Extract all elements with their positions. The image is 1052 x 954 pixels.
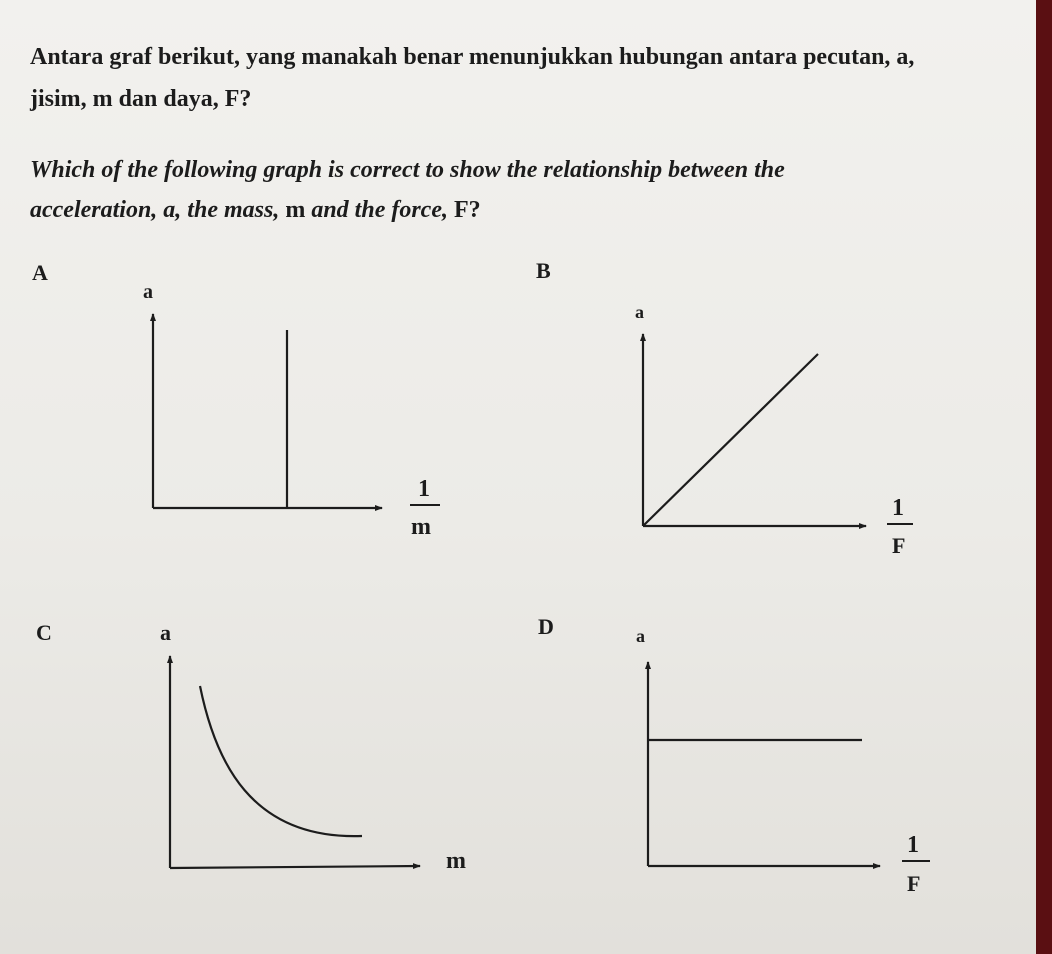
graph-d-x-label-numerator: 1 bbox=[907, 832, 919, 858]
question-english-text-2: and the force, bbox=[305, 197, 454, 223]
graph-b-y-label: a bbox=[635, 302, 644, 322]
graph-a[interactable] bbox=[143, 281, 440, 540]
graph-b-x-label-numerator: 1 bbox=[892, 495, 904, 521]
question-english-text-1: acceleration, a, the mass, bbox=[30, 197, 286, 223]
graph-c-plot-curve bbox=[200, 686, 362, 836]
question-english-line-1: Which of the following graph is correct to show the relationship between the bbox=[30, 157, 785, 183]
option-a-letter[interactable]: A bbox=[32, 260, 48, 285]
graph-d-y-label: a bbox=[636, 626, 645, 646]
option-b-letter[interactable]: B bbox=[536, 258, 551, 283]
graph-c-x-axis bbox=[170, 866, 420, 868]
graph-c[interactable] bbox=[160, 620, 466, 874]
graph-b[interactable] bbox=[635, 302, 913, 558]
graph-b-plot-line bbox=[643, 354, 818, 526]
question-english-symbol-F: F? bbox=[453, 197, 481, 223]
question-malay-line-2: jisim, m dan daya, F? bbox=[30, 86, 252, 112]
background-edge bbox=[1036, 0, 1052, 954]
graph-a-x-label-numerator: 1 bbox=[418, 476, 430, 502]
graph-b-x-label-denominator: F bbox=[892, 533, 906, 558]
question-english-symbol-m: m bbox=[285, 197, 306, 223]
graph-a-x-label-denominator: m bbox=[411, 514, 431, 540]
graph-d-x-label-denominator: F bbox=[907, 871, 921, 896]
graph-c-y-label: a bbox=[160, 620, 171, 645]
graph-c-x-label: m bbox=[446, 848, 466, 874]
graph-d[interactable] bbox=[636, 626, 930, 896]
option-d-letter[interactable]: D bbox=[538, 614, 554, 639]
graph-a-y-label: a bbox=[143, 281, 153, 303]
question-malay-line-1: Antara graf berikut, yang manakah benar menunjukkan hubungan antara pecutan, a, bbox=[30, 44, 915, 70]
option-c-letter[interactable]: C bbox=[36, 620, 52, 645]
